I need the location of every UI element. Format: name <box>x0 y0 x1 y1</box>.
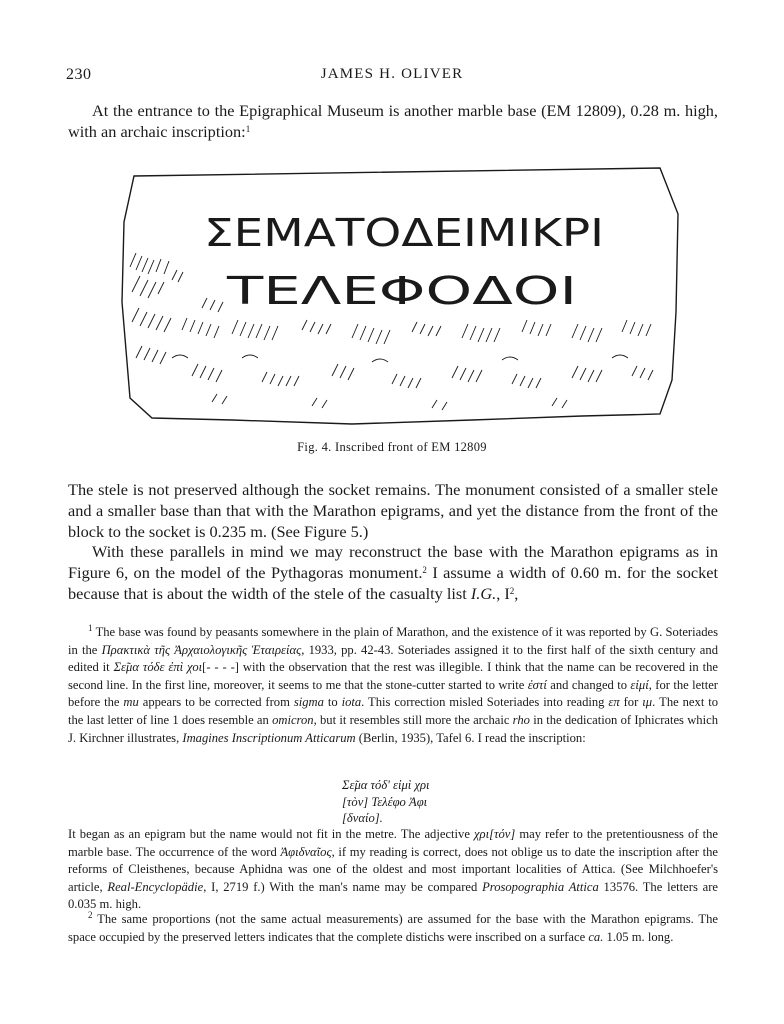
figure-4 <box>112 162 686 432</box>
footnote-number-1: 1 <box>88 623 93 633</box>
inscription-reading-line-2: [τὸν] Τελέφο Ἀφι <box>342 794 428 809</box>
page-number: 230 <box>66 66 92 83</box>
body-paragraph-2: The stele is not preserved although the socket remains. The monument consisted of a smaller stele and a smaller base than that with the Marathon epigrams, and yet the distance from the front of the block to the socket is 0.235 m. (See Figure 5.) <box>68 480 718 541</box>
footnote-ref-2: 2 <box>422 565 427 575</box>
running-head: JAMES H. OLIVER <box>320 66 464 82</box>
intro-paragraph <box>68 100 718 142</box>
figure-caption: Fig. 4. Inscribed front of EM 12809 <box>297 440 487 454</box>
body-paragraph-3: With these parallels in mind we may reconstruct the base with the Marathon epigrams as in Figure 6, on the model of the Pythagoras monument.$^2$ I assume a width of 0.60 m. for the socket because that is about the width of the stele of the casualty list I.G., $I^2$, <box>68 542 718 603</box>
running-header <box>66 66 718 88</box>
footnote-inscription-reading <box>342 777 430 827</box>
inscription-reading-line-1: Σε̃μα τόδ' εἰμὶ χρι <box>342 778 430 792</box>
inscription-line-1: ΣΕΜΑΤΟΔΕΙΜΙΚΡΙ <box>204 211 604 255</box>
inscribed-stone-drawing <box>112 162 686 432</box>
footnote-number-2: 2 <box>88 910 93 920</box>
intro-text: At the entrance to the Epigraphical Museum is another marble base (EM 12809), 0.28 m. high, with an archaic inscription: <box>68 101 718 141</box>
footnote-ref-1: 1 <box>245 124 251 134</box>
footnote-1: $^1$ The base was found by peasants somewhere in the plain of Marathon, and the existence of it was reported by G. Soteriades in the Πρακτικὰ τῆς Ἀρχαιολογικῆς Ἑταιρείας, 1933, pp. 42-43. Soteriades assigned it to the first half of the sixth century and edited it Σε̃μα τόδε ἐπὶ χοι[- - - -] with the observation that the rest was illegible. I think that the name can be recovered in the second line. In the first line, moreover, it seems to me that the stone-cutter started to write ἐστί and changed to εἰμί, for the letter before the mu appears to be corrected from sigma to iota. This correction misled Soteriades into reading επ for ιμ. The next to the last letter of line 1 does resemble an omicron, but it resembles still more the archaic rho in the dedication of Iphicrates which J. Kirchner illustrates, Imagines Inscriptionum Atticarum (Berlin, 1935), Tafel 6. I read the inscription: <box>68 623 719 745</box>
footnote-2: $^2$ The same proportions (not the same actual measurements) are assumed for the base with the Marathon epigrams. The space occupied by the preserved letters indicates that the complete distichs were inscribed on a surface ca. 1.05 m. long. <box>68 910 718 944</box>
footnote-1-continued: It began as an epigram but the name would not fit in the metre. The adjective χρι[τόν] may refer to the pretentiousness of the marble base. The occurrence of the word Ἀφιδναῖος, if my reading is correct, does not oblige us to date the inscription after the reforms of Cleisthenes, because Aphidna was one of the oldest and most important localities of Attica. (See Milchhoefer's article, Real-Encyclopädie, I, 2719 f.) With the man's name may be compared Prosopographia Attica 13576. The letters are 0.035 m. high. <box>68 827 718 912</box>
inscription-reading-line-3: [δναίο]. <box>342 811 383 825</box>
inscription-line-2: ΤΕΛΕΦΟΔΟΙ <box>225 269 577 313</box>
